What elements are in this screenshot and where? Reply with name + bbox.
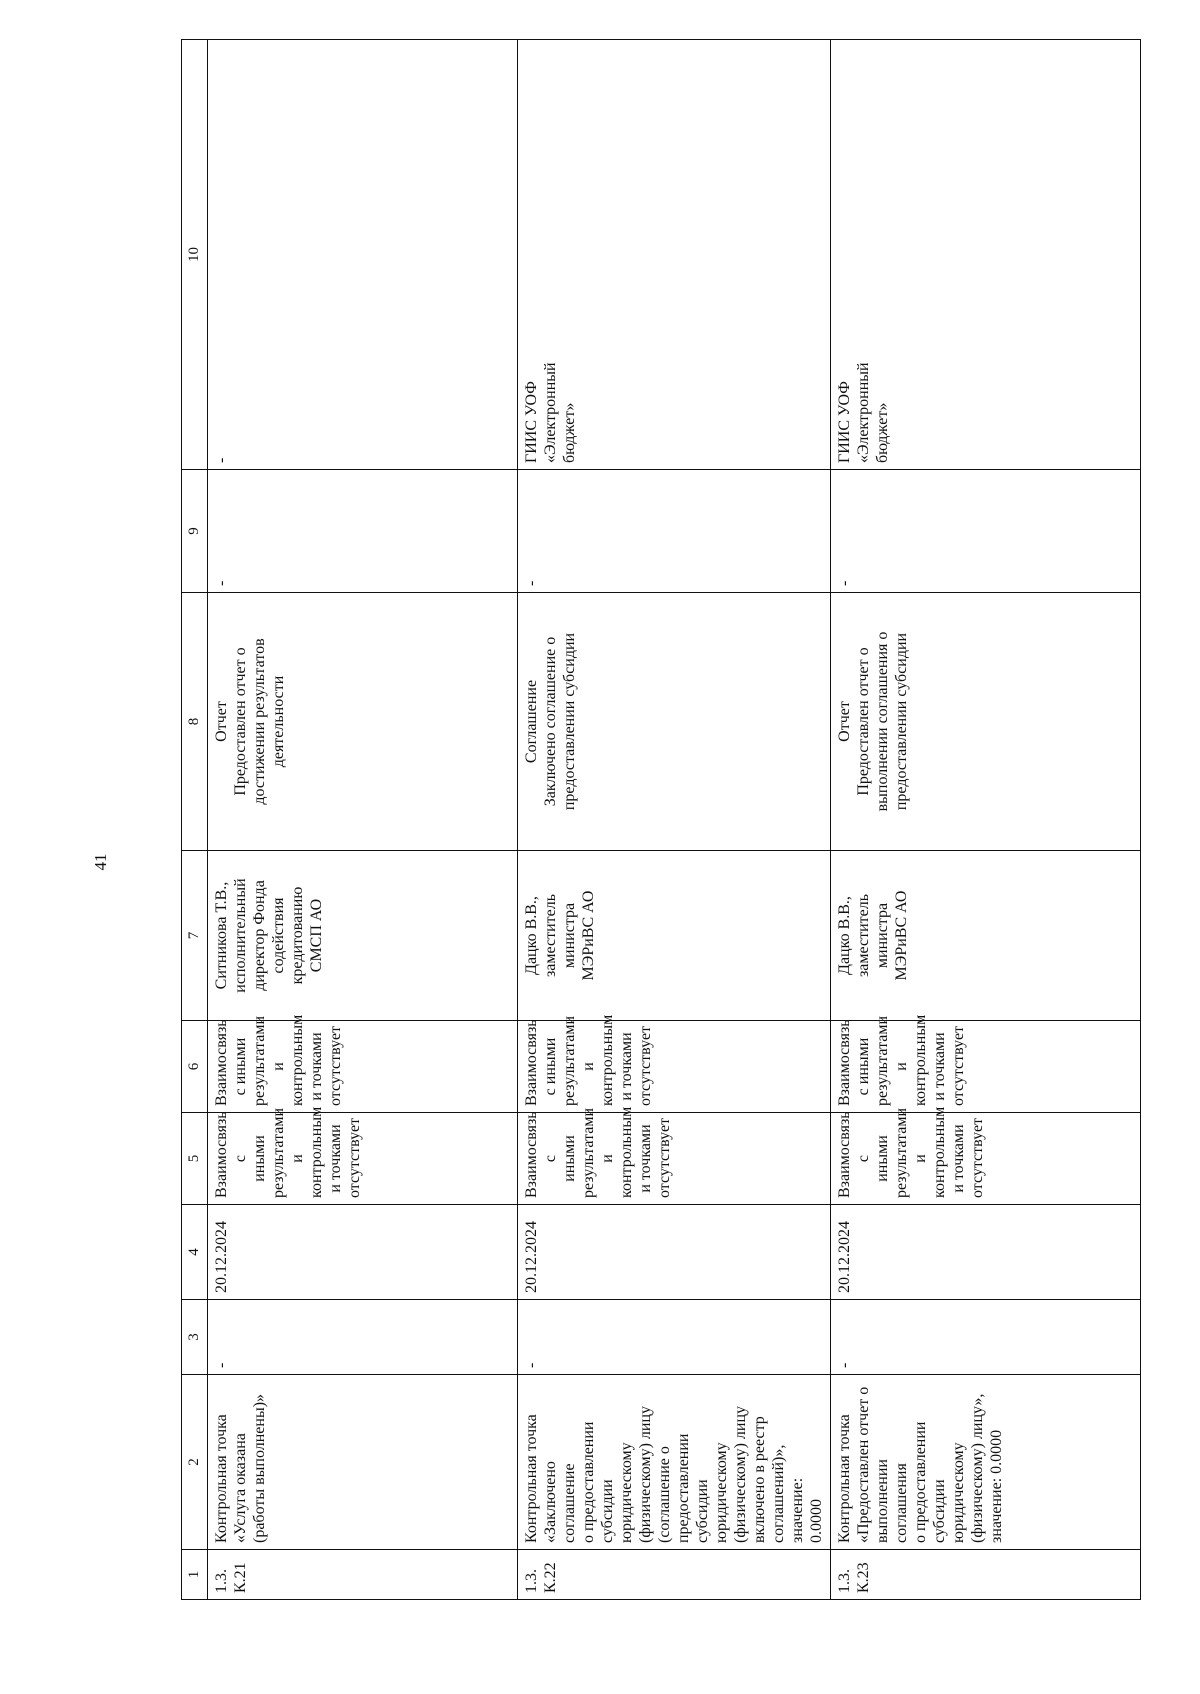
result-document: Отчет Предоставлен отчет о выполнении соглашения о предоставлении субсидии — [831, 593, 1141, 851]
control-points-table — [181, 39, 1141, 1600]
information-system: - — [208, 40, 518, 470]
column-header-5: 5 — [182, 1113, 208, 1205]
relationship-text: Взаимосвязь с иными результатами и контрольным и точками отсутствует — [518, 1021, 831, 1113]
column-header-6: 6 — [182, 1021, 208, 1113]
relationship-text: Взаимосвязь с иными результатами и контрольным и точками отсутствует — [831, 1021, 1141, 1113]
column-3-value: - — [831, 1300, 1141, 1375]
responsible-person: Ситникова Т.В., исполнительный директор Фонда содействия кредитованию СМСП АО — [208, 851, 518, 1021]
control-point-name: Контрольная точка «Заключено соглашение о предоставлении субсидии юридическому (физическому) лицу (соглашение о предоставлении субсидии юридическому (физическому) лицу включено в реестр соглашений)», значение: 0.0000 — [518, 1375, 831, 1550]
column-9-value: - — [831, 470, 1141, 593]
result-document: Отчет Предоставлен отчет о достижении результатов деятельности — [208, 593, 518, 851]
relationship-text: Взаимосвязь с иными результатами и контрольным и точками отсутствует — [208, 1113, 518, 1205]
column-header-10: 10 — [182, 40, 208, 470]
page-number: 41 — [91, 853, 110, 871]
column-header-1: 1 — [182, 1550, 208, 1600]
deadline-date: 20.12.2024 — [831, 1205, 1141, 1300]
column-3-value: - — [518, 1300, 831, 1375]
column-3-value: - — [208, 1300, 518, 1375]
row-code: 1.3. К.22 — [518, 1550, 831, 1600]
column-header-2: 2 — [182, 1375, 208, 1550]
result-document: Соглашение Заключено соглашение о предоставлении субсидии — [518, 593, 831, 851]
column-header-7: 7 — [182, 851, 208, 1021]
column-9-value: - — [518, 470, 831, 593]
column-header-row — [182, 40, 208, 1600]
information-system: ГИИС УОФ «Электронный бюджет» — [831, 40, 1141, 470]
column-header-3: 3 — [182, 1300, 208, 1375]
deadline-date: 20.12.2024 — [518, 1205, 831, 1300]
table-row — [208, 40, 518, 1600]
column-header-9: 9 — [182, 470, 208, 593]
control-point-name: Контрольная точка «Предоставлен отчет о выполнении соглашения о предоставлении субсидии юридическому (физическому) лицу», значение: 0.0000 — [831, 1375, 1141, 1550]
responsible-person: Дацко В.В., заместитель министра МЭРиВС АО — [518, 851, 831, 1021]
column-header-4: 4 — [182, 1205, 208, 1300]
deadline-date: 20.12.2024 — [208, 1205, 518, 1300]
relationship-text: Взаимосвязь с иными результатами и контрольным и точками отсутствует — [518, 1113, 831, 1205]
relationship-text: Взаимосвязь с иными результатами и контрольным и точками отсутствует — [208, 1021, 518, 1113]
relationship-text: Взаимосвязь с иными результатами и контрольным и точками отсутствует — [831, 1113, 1141, 1205]
information-system: ГИИС УОФ «Электронный бюджет» — [518, 40, 831, 470]
column-9-value: - — [208, 470, 518, 593]
row-code: 1.3. К.21 — [208, 1550, 518, 1600]
control-point-name: Контрольная точка «Услуга оказана (работы выполнены)» — [208, 1375, 518, 1550]
column-header-8: 8 — [182, 593, 208, 851]
responsible-person: Дацко В.В., заместитель министра МЭРиВС АО — [831, 851, 1141, 1021]
rotated-table-container — [181, 40, 1139, 1600]
table-row — [518, 40, 831, 1600]
table-row — [831, 40, 1141, 1600]
row-code: 1.3. К.23 — [831, 1550, 1141, 1600]
